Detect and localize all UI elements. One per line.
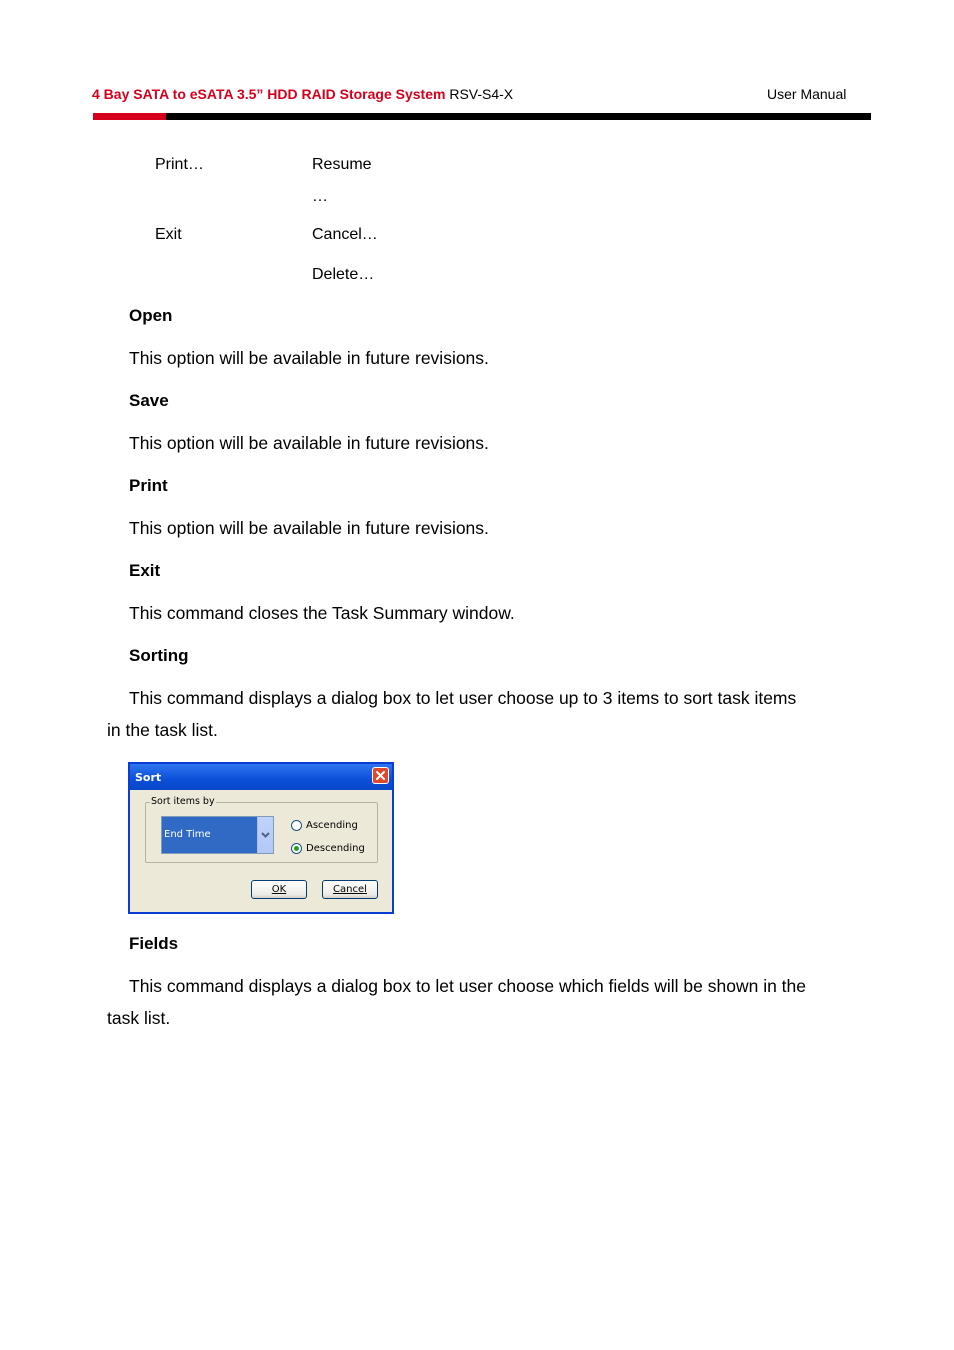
dialog-title: Sort — [135, 771, 162, 784]
menu-item-resume: Resume — [312, 156, 372, 173]
select-value: End Time — [164, 829, 211, 840]
heading-save: Save — [129, 391, 169, 410]
dialog-title-bar — [130, 764, 392, 790]
sort-field-select[interactable] — [161, 816, 274, 854]
menu-item-ellipsis: … — [312, 188, 328, 205]
sort-dialog — [128, 762, 394, 914]
radio-descending[interactable] — [291, 843, 302, 854]
sort-items-group — [145, 796, 378, 863]
paragraph-exit: This command closes the Task Summary window. — [129, 603, 515, 623]
close-button[interactable] — [372, 767, 389, 784]
paragraph-sorting-line2: in the task list. — [107, 720, 218, 740]
ok-button-label: OK — [271, 884, 287, 895]
paragraph-print: This option will be available in future revisions. — [129, 518, 489, 538]
model-number: RSV-S4-X — [449, 86, 514, 102]
paragraph-fields-line2: task list. — [107, 1008, 171, 1028]
radio-ascending-label: Ascending — [306, 820, 358, 831]
document-header-title — [92, 86, 513, 102]
dropdown-button[interactable] — [257, 817, 273, 853]
group-label: Sort items by — [151, 796, 215, 807]
heading-fields: Fields — [129, 934, 179, 953]
radio-selected-dot — [294, 846, 299, 851]
header-rule-accent — [93, 113, 166, 120]
paragraph-open: This option will be available in future revisions. — [129, 348, 489, 368]
menu-item-print: Print… — [155, 156, 204, 173]
product-name: 4 Bay SATA to eSATA 3.5” HDD RAID Storage System — [92, 86, 446, 102]
radio-ascending[interactable] — [291, 820, 302, 831]
paragraph-sorting-line1: This command displays a dialog box to let user choose up to 3 items to sort task items — [129, 688, 797, 708]
heading-print: Print — [129, 476, 168, 495]
header-rule — [93, 113, 871, 120]
menu-item-exit: Exit — [155, 226, 182, 243]
cancel-button[interactable] — [322, 880, 378, 899]
paragraph-fields-line1: This command displays a dialog box to let user choose which fields will be shown in the — [129, 976, 807, 996]
heading-sorting: Sorting — [129, 646, 189, 665]
cancel-button-label: Cancel — [333, 884, 367, 895]
heading-exit: Exit — [129, 561, 161, 580]
paragraph-save: This option will be available in future revisions. — [129, 433, 489, 453]
menu-item-cancel: Cancel… — [312, 226, 378, 243]
ok-button[interactable] — [251, 880, 307, 899]
chevron-down-icon — [258, 817, 273, 853]
heading-open: Open — [129, 306, 173, 325]
radio-descending-label: Descending — [306, 843, 365, 854]
manual-label: User Manual — [767, 86, 847, 102]
menu-item-delete: Delete… — [312, 266, 375, 283]
close-icon — [373, 768, 388, 783]
